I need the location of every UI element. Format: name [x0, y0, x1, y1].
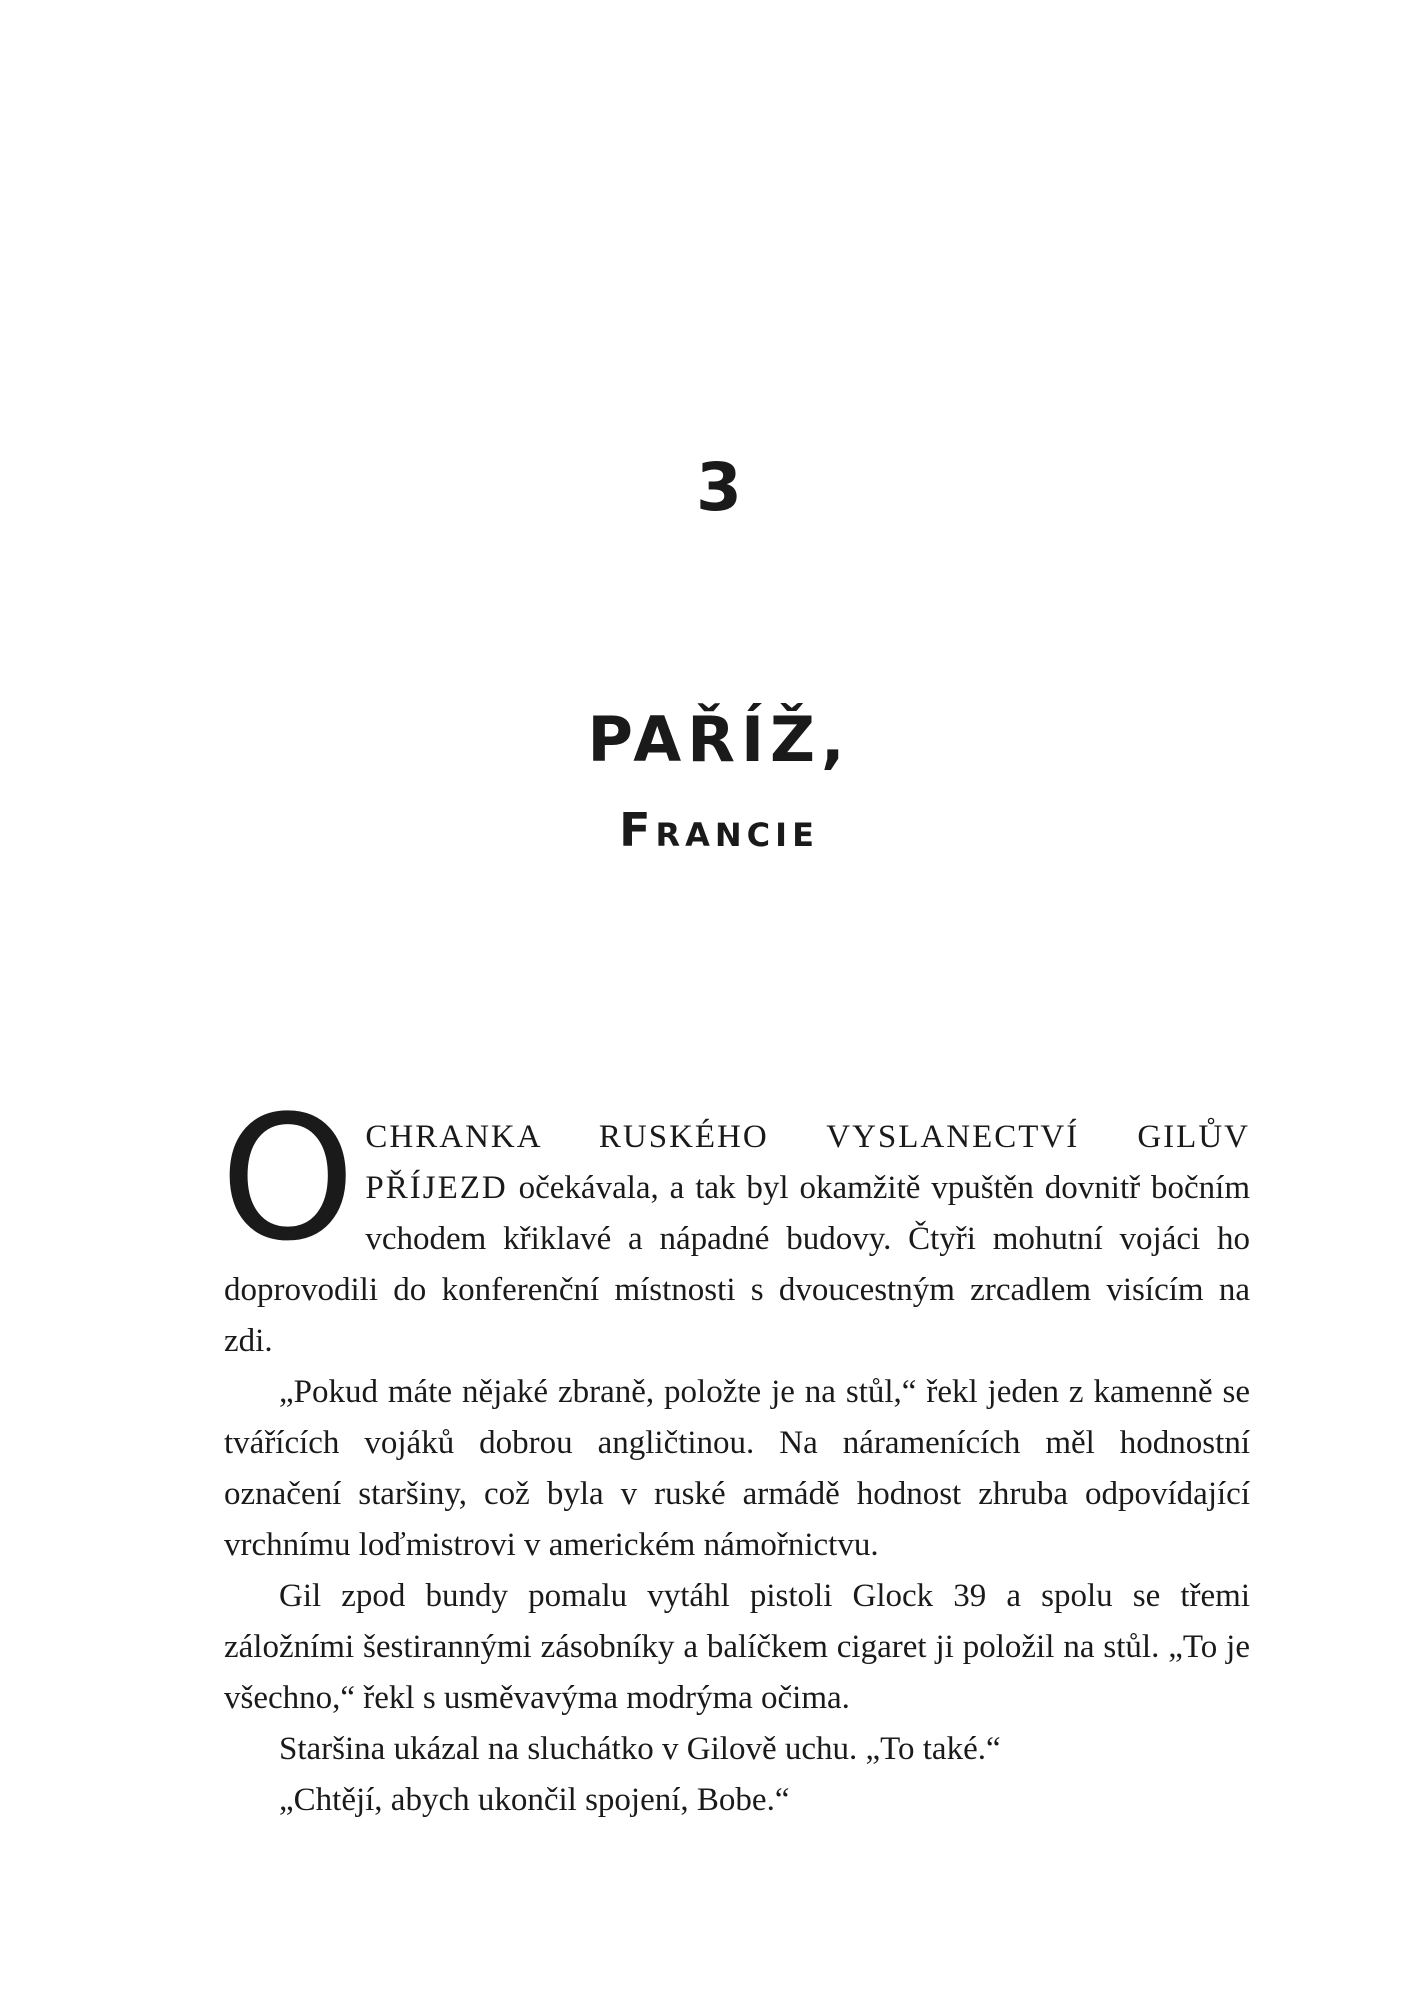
chapter-subtitle: Francie	[619, 803, 819, 857]
paragraph-3: Gil zpod bundy pomalu vytáhl pistoli Glock 39 a spolu se třemi záložními šestirannými zásobníky a balíčkem cigaret ji položil na stůl. „To je všechno,“ řekl s usměvavýma modrýma očima.	[224, 1578, 1250, 1716]
chapter-body	[220, 1078, 1251, 1826]
chapter-number: 3	[696, 449, 742, 526]
paragraph-1-text: očekávala, a tak byl okamžitě vpuštěn dovnitř bočním vchodem křiklavé a nápadné budovy. Čtyři mohutní vojáci ho doprovodili do konferenční místnosti s dvoucestným zrcadlem visícím na zdi.	[224, 1170, 1251, 1359]
chapter-title: PAŘÍŽ,	[587, 703, 851, 776]
opening-caps: CHRANKA RUSKÉHO VYSLANECTVÍ GILŮV PŘÍJEZD	[365, 1119, 1250, 1206]
paragraph-2: „Pokud máte nějaké zbraně, položte je na stůl,“ řekl jeden z kamenně se tvářících vojáků dobrou angličtinou. Na náramenících měl hodnostní označení staršiny, což byla v ruské armádě hodnost zhruba odpovídající vrchnímu loďmistrovi v americkém námořnictvu.	[224, 1374, 1250, 1563]
drop-cap: O	[220, 1078, 356, 1279]
paragraph-1	[220, 1078, 1251, 1367]
paragraph-5: „Chtějí, abych ukončil spojení, Bobe.“	[279, 1782, 790, 1818]
paragraph-4: Staršina ukázal na sluchátko v Gilově uchu. „To také.“	[279, 1731, 1001, 1767]
